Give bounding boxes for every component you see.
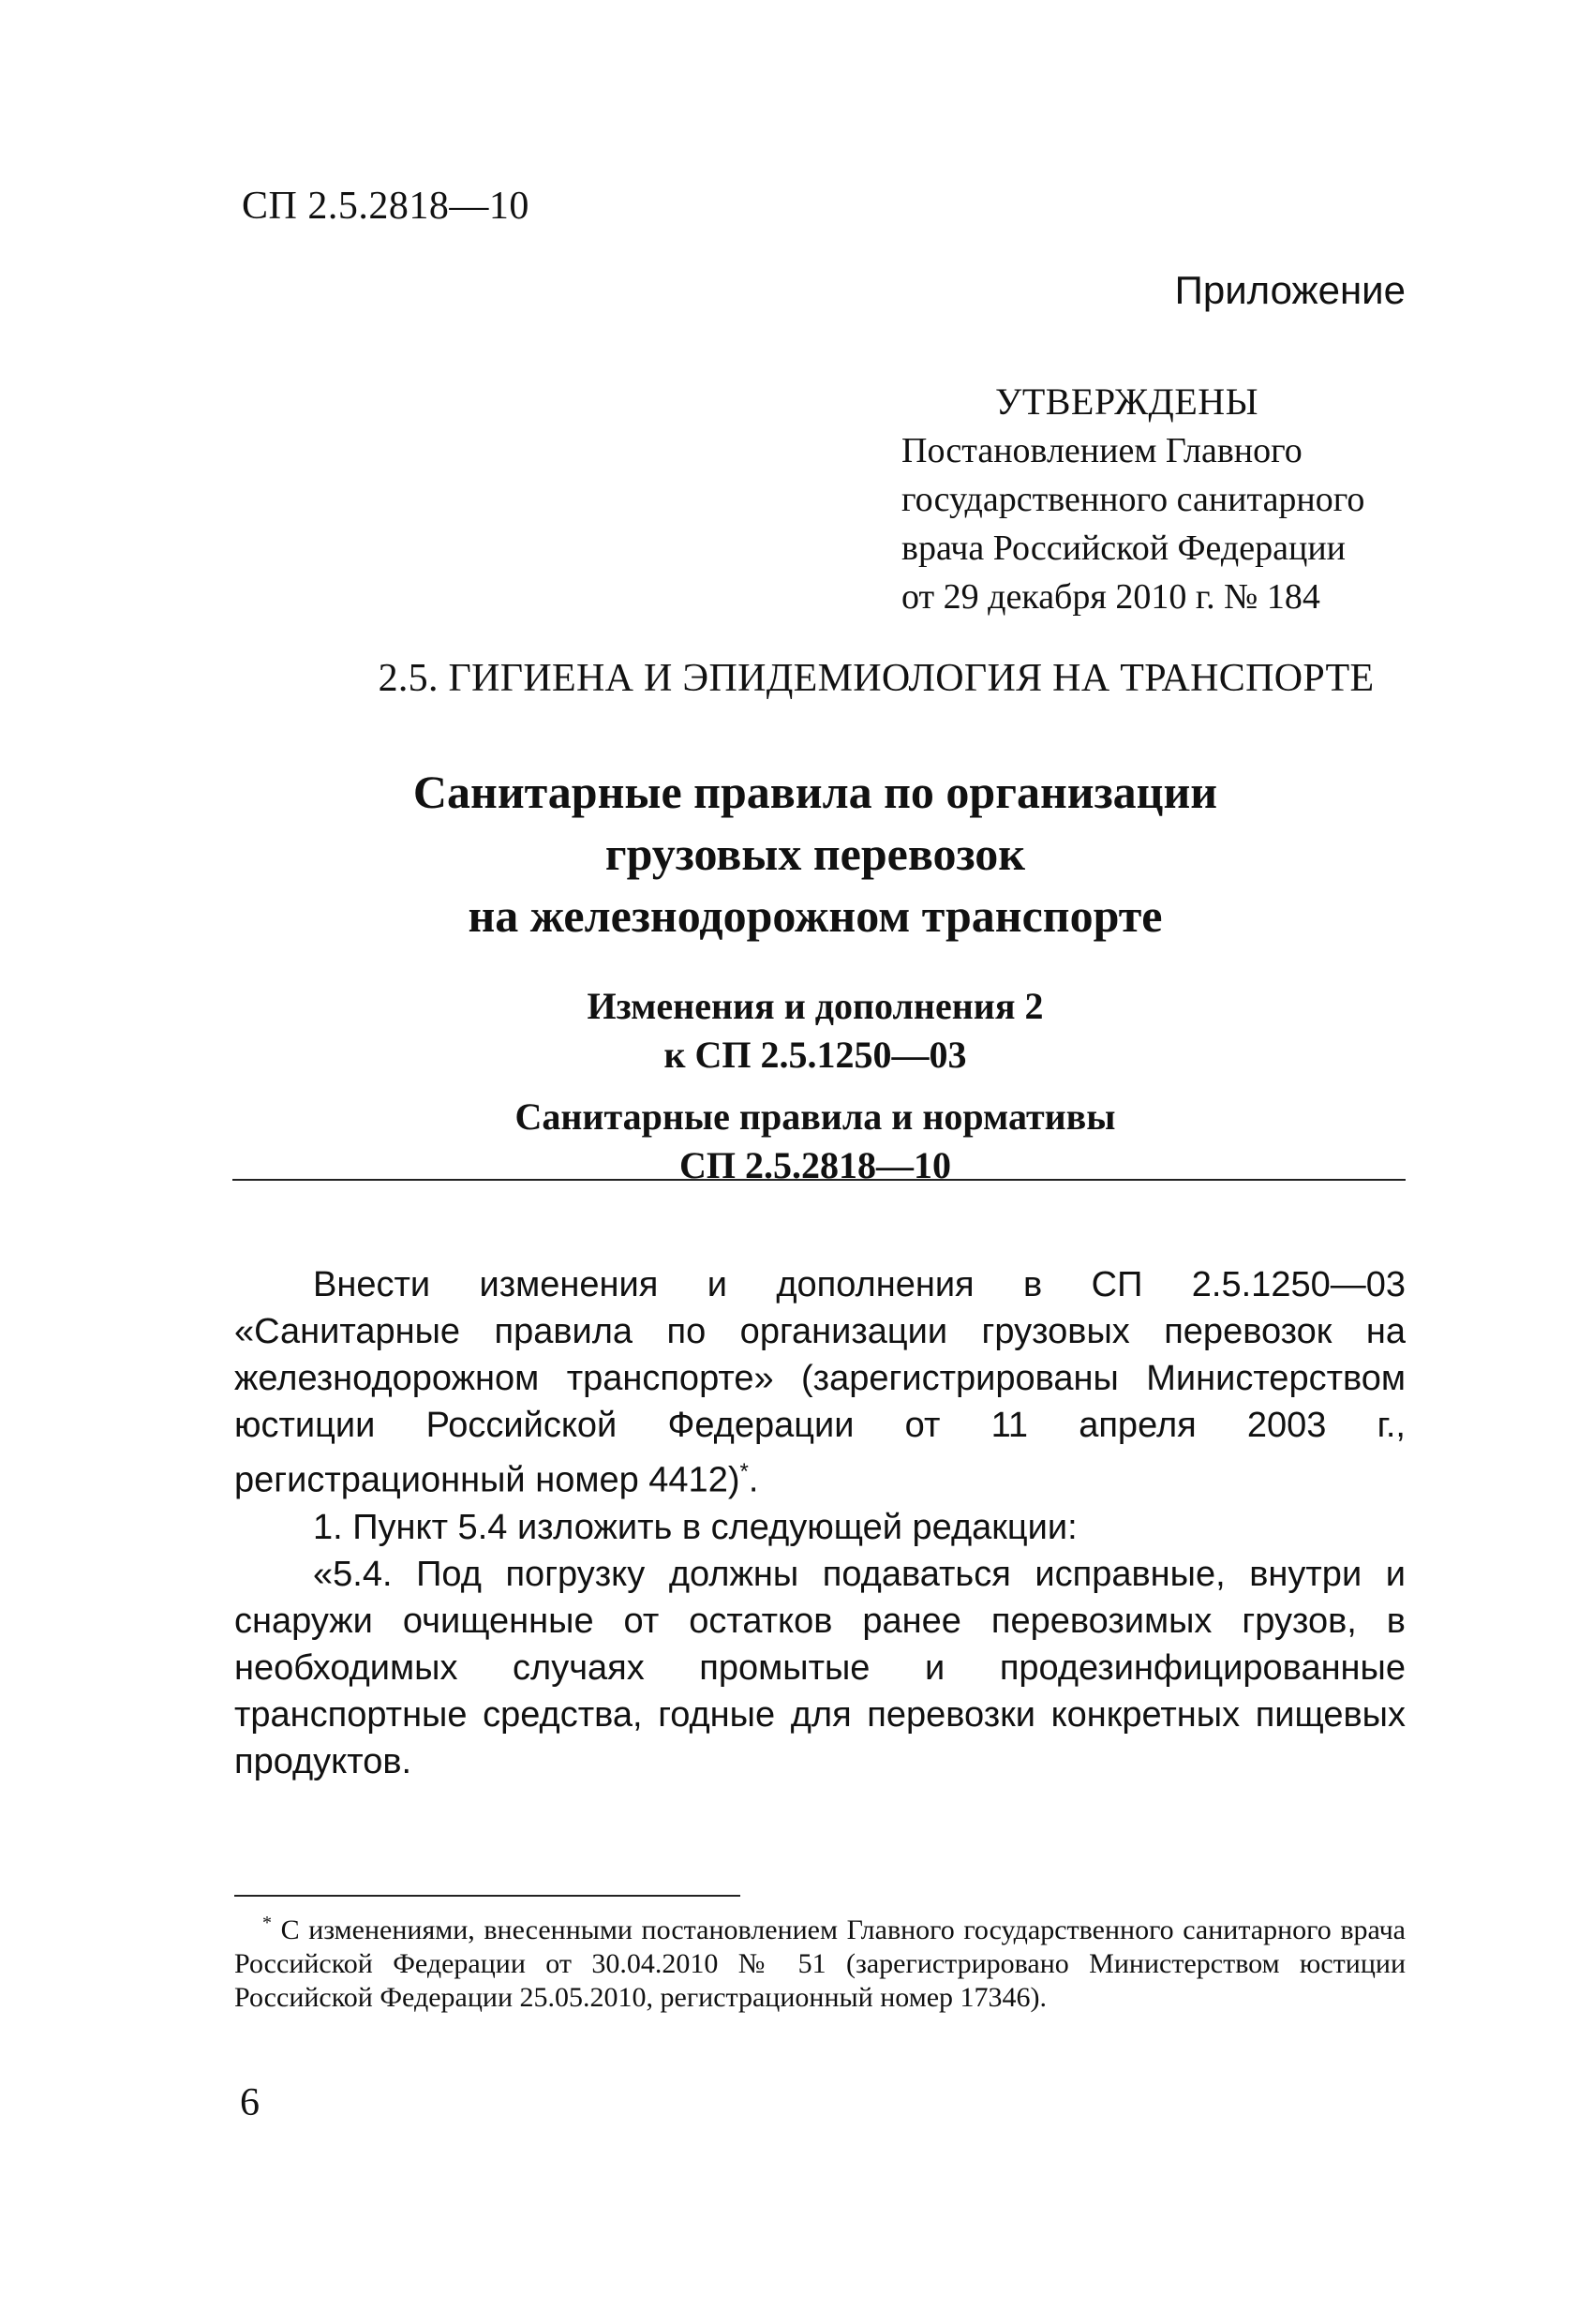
- approval-block: [901, 378, 1364, 621]
- approval-line: от 29 декабря 2010 г. № 184: [901, 577, 1320, 617]
- amendment-block: [187, 982, 1443, 1190]
- approval-line: Постановлением Главного: [901, 431, 1303, 470]
- approval-line: врача Российской Федерации: [901, 529, 1346, 568]
- page-number: 6: [240, 2081, 260, 2124]
- document-title: [187, 761, 1443, 946]
- amendment-line: СП 2.5.2818—10: [679, 1144, 951, 1186]
- approval-heading: УТВЕРЖДЕНЫ: [995, 380, 1259, 423]
- paragraph: «5.4. Под погрузку должны подаваться исправные, внутри и снаружи очищенные от остатков ранее перевозимых грузов, в необходимых случаях промытые и продезинфицированные транспортные средства, годные для перевозки конкретных пищевых продуктов.: [234, 1554, 1406, 1781]
- title-line: грузовых перевозок: [604, 827, 1026, 880]
- section-title: 2.5. ГИГИЕНА И ЭПИДЕМИОЛОГИЯ НА ТРАНСПОРТЕ: [378, 657, 1375, 700]
- paragraph: 1. Пункт 5.4 изложить в следующей редакции:: [313, 1507, 1078, 1547]
- document-code-header: СП 2.5.2818—10: [242, 185, 529, 228]
- title-line: на железнодорожном транспорте: [468, 889, 1163, 942]
- approval-line: государственного санитарного: [901, 480, 1365, 519]
- amendment-line: Изменения и дополнения 2: [587, 985, 1044, 1027]
- footnote-text: С изменениями, внесенными постановлением Главного государственного санитарного врача Российской Федерации от 30.04.2010 № 51 (зарегистрировано Министерством юстиции Российской Федерации 25.05.2010, регистрационный номер 17346).: [234, 1914, 1406, 2013]
- footnote: [234, 1906, 1406, 2015]
- footnote-marker: *: [262, 1913, 272, 1933]
- footnote-divider: [234, 1895, 740, 1897]
- amendment-line: Санитарные правила и нормативы: [514, 1095, 1116, 1138]
- appendix-label: Приложение: [1174, 268, 1406, 312]
- title-line: Санитарные правила по организации: [412, 766, 1218, 818]
- title-divider: [232, 1179, 1406, 1181]
- body-text: [234, 1261, 1406, 1785]
- footnote-marker: *: [739, 1459, 749, 1484]
- amendment-line: к СП 2.5.1250—03: [663, 1034, 967, 1076]
- paragraph: Внести изменения и дополнения в СП 2.5.1250—03 «Санитарные правила по организации грузовых перевозок на железнодорожном транспорте» (зарегистрированы Министерством юстиции Российской Федерации от 11 апреля 2003 г., регистрационный номер 4412)*.: [234, 1265, 1406, 1500]
